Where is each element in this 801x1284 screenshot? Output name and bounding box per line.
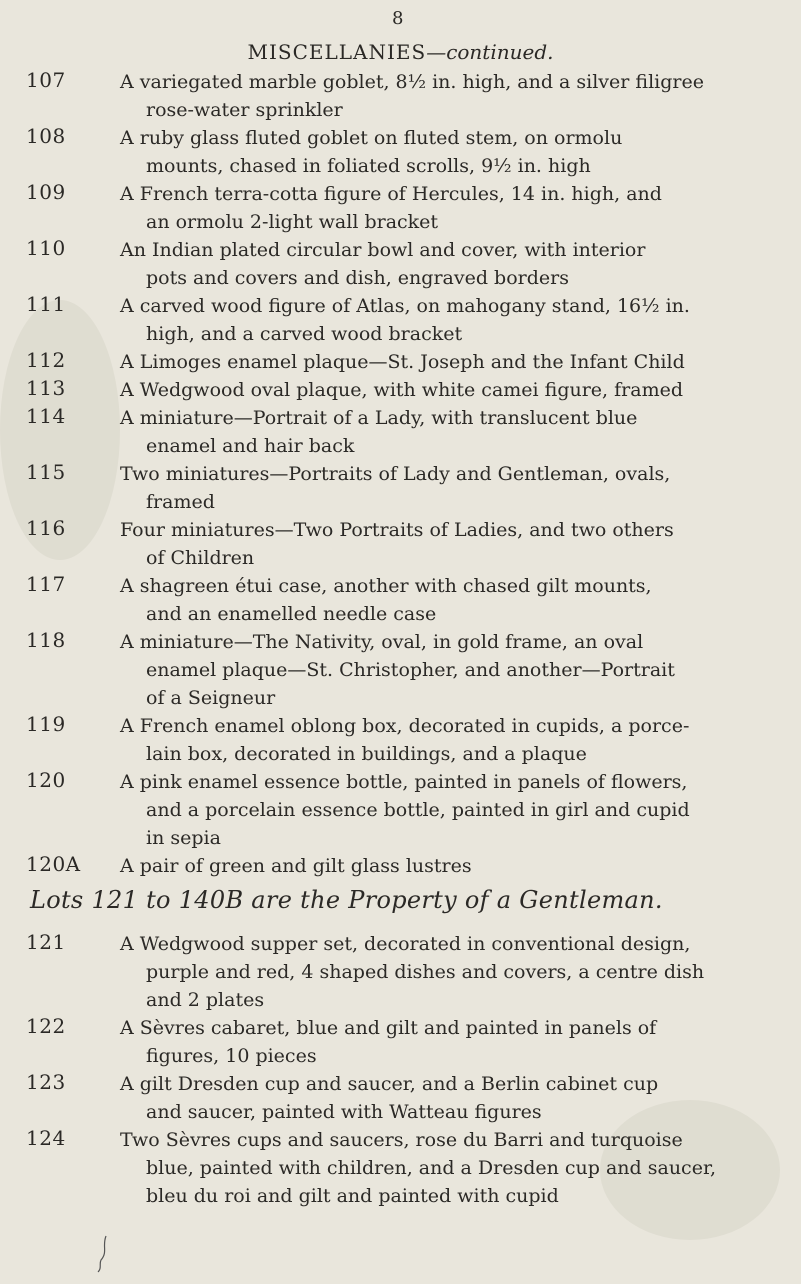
heading-title: MISCELLANIES [247,40,427,64]
lot-entry [0,1126,801,1210]
lot-number: 118 [26,628,66,652]
lot-number: 111 [26,292,66,316]
lot-number: 113 [26,376,66,400]
lot-description [120,236,790,292]
lot-description [120,1126,790,1210]
description-line: pots and covers and dish, engraved borders [146,267,569,289]
description-line: and saucer, painted with Watteau figures [146,1101,542,1123]
lot-entry [0,852,801,880]
lot-entry [0,628,801,712]
lot-number: 107 [26,68,66,92]
lot-entry [0,930,801,1014]
description-line: purple and red, 4 shaped dishes and covers, a centre dish [146,961,705,983]
lot-description [120,572,790,628]
lot-description [120,516,790,572]
description-line: A French enamel oblong box, decorated in cupids, a porce- [120,715,690,737]
description-line: mounts, chased in foliated scrolls, 9½ in. high [146,155,591,177]
description-line: enamel plaque—St. Christopher, and another—Portrait [146,659,675,681]
lot-number: 123 [26,1070,66,1094]
description-line: and an enamelled needle case [146,603,437,625]
description-line: blue, painted with children, and a Dresden cup and saucer, [146,1157,716,1179]
lot-entry [0,124,801,180]
lot-number: 122 [26,1014,66,1038]
lot-number: 110 [26,236,66,260]
description-line: A Limoges enamel plaque—St. Joseph and the Infant Child [120,351,685,373]
lot-entry [0,404,801,460]
pencil-mark [96,1234,110,1274]
description-line: A pink enamel essence bottle, painted in panels of flowers, [120,771,688,793]
description-line: A miniature—Portrait of a Lady, with translucent blue [120,407,638,429]
description-line: and a porcelain essence bottle, painted in girl and cupid [146,799,690,821]
description-line: of Children [146,547,255,569]
description-line: A Wedgwood supper set, decorated in conventional design, [120,933,691,955]
lot-description [120,930,790,1014]
lot-number: 109 [26,180,66,204]
lot-entry [0,348,801,376]
lot-entry [0,180,801,236]
description-line: bleu du roi and gilt and painted with cupid [146,1185,559,1207]
description-line: An Indian plated circular bowl and cover, with interior [120,239,646,261]
lot-entry [0,516,801,572]
description-line: Two miniatures—Portraits of Lady and Gentleman, ovals, [120,463,671,485]
lot-number: 117 [26,572,66,596]
lot-number: 121 [26,930,66,954]
lot-entry [0,236,801,292]
lot-entry [0,460,801,516]
lot-description [120,768,790,852]
lot-description [120,852,790,880]
lot-entry [0,1070,801,1126]
property-notice: Lots 121 to 140B are the Property of a Gentleman. [30,886,663,914]
section-heading [0,40,801,64]
lot-number: 112 [26,348,66,372]
description-line: and 2 plates [146,989,265,1011]
lot-description [120,124,790,180]
description-line: lain box, decorated in buildings, and a plaque [146,743,587,765]
description-line: high, and a carved wood bracket [146,323,463,345]
lot-entry [0,1014,801,1070]
lot-description [120,180,790,236]
lot-entry [0,68,801,124]
lot-number: 116 [26,516,66,540]
description-line: A miniature—The Nativity, oval, in gold frame, an oval [120,631,644,653]
lot-entry [0,712,801,768]
description-line: A carved wood figure of Atlas, on mahogany stand, 16½ in. [120,295,690,317]
lot-entry [0,376,801,404]
lot-number: 115 [26,460,66,484]
lot-description [120,628,790,712]
description-line: framed [146,491,215,513]
page-number: 8 [392,8,404,29]
description-line: of a Seigneur [146,687,276,709]
description-line: Two Sèvres cups and saucers, rose du Barri and turquoise [120,1129,683,1151]
lot-number: 124 [26,1126,66,1150]
lot-number: 119 [26,712,66,736]
description-line: enamel and hair back [146,435,355,457]
description-line: A pair of green and gilt glass lustres [120,855,472,877]
description-line: Four miniatures—Two Portraits of Ladies, and two others [120,519,674,541]
lot-number: 108 [26,124,66,148]
lot-entry [0,768,801,852]
lot-description [120,712,790,768]
lot-number: 120 [26,768,66,792]
lot-number: 120A [26,852,81,876]
lot-description [120,404,790,460]
description-line: A Wedgwood oval plaque, with white camei figure, framed [120,379,683,401]
description-line: rose-water sprinkler [146,99,343,121]
description-line: in sepia [146,827,221,849]
description-line: A gilt Dresden cup and saucer, and a Berlin cabinet cup [120,1073,659,1095]
lot-entry [0,572,801,628]
description-line: A Sèvres cabaret, blue and gilt and painted in panels of [120,1017,657,1039]
description-line: A variegated marble goblet, 8½ in. high, and a silver filigree [120,71,704,93]
lot-description [120,68,790,124]
lot-description [120,1070,790,1126]
lot-description [120,348,790,376]
description-line: A shagreen étui case, another with chased gilt mounts, [120,575,652,597]
lot-number: 114 [26,404,66,428]
description-line: A ruby glass fluted goblet on fluted stem, on ormolu [120,127,623,149]
description-line: an ormolu 2-light wall bracket [146,211,439,233]
description-line: A French terra-cotta figure of Hercules, 14 in. high, and [120,183,662,205]
lot-description [120,1014,790,1070]
description-line: figures, 10 pieces [146,1045,317,1067]
lot-entry [0,292,801,348]
lot-description [120,460,790,516]
heading-suffix: —continued. [426,40,554,64]
lot-description [120,292,790,348]
lot-description [120,376,790,404]
